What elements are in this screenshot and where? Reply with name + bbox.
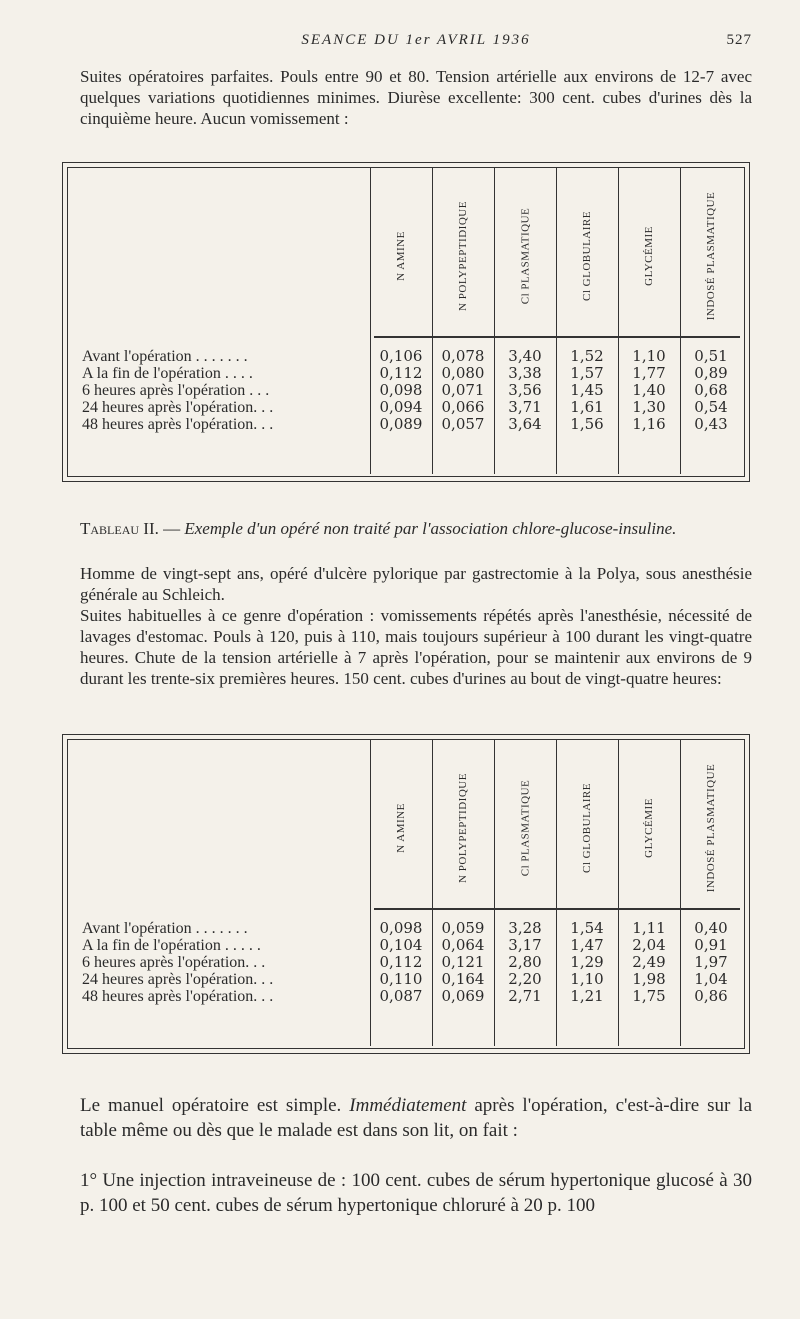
table-1 [62, 162, 750, 482]
col-header-n-amine: N AMINE [394, 231, 407, 281]
table-2-caption: Tableau II. — Exemple d'un opéré non traité par l'association chlore-glucose-insuline. [80, 519, 677, 538]
row-label: 24 heures après l'opération. . . [82, 399, 274, 416]
table-cell: 0,112 [379, 953, 423, 971]
paragraph-2: Homme de vingt-sept ans, opéré d'ulcère pylorique par gastrectomie à la Polya, sous anesthésie générale au Schleich. [80, 564, 752, 604]
col-header-n-polypeptidique: N POLYPEPTIDIQUE [457, 773, 469, 883]
table-cell: 1,16 [632, 415, 666, 433]
row-label: 24 heures après l'opération. . . [82, 971, 274, 988]
table-cell: 0,40 [694, 919, 728, 937]
col-header-cl-plasmatique: Cl PLASMATIQUE [519, 207, 532, 305]
table-cell: 1,47 [570, 936, 604, 954]
table-cell: 0,43 [694, 415, 728, 433]
table-cell: 0,164 [441, 970, 485, 988]
table-cell: 0,112 [379, 364, 423, 382]
table-cell: 3,17 [508, 936, 542, 954]
table-cell: 2,49 [632, 953, 666, 971]
running-header [80, 32, 752, 54]
table-cell: 1,04 [694, 970, 728, 988]
paragraph-3: Suites habituelles à ce genre d'opération : vomissements répétés après l'anesthésie, nécessité de lavages d'estomac. Pouls à 120, puis à 110, mais toujours supérieur à 100 durant les vingt-quatre heures. Chute de la tension artérielle à 7 après l'opération, pour se maintenir aux environs de 9 durant les trente-six premières heures. 150 cent. cubes d'urines au bout de vingt-quatre heures: [80, 606, 752, 688]
table-cell: 3,28 [508, 919, 542, 937]
table-cell: 0,54 [694, 398, 728, 416]
table-cell: 0,094 [379, 398, 423, 416]
table-cell: 1,40 [632, 381, 666, 399]
row-label: 48 heures après l'opération. . . [82, 988, 274, 1005]
col-header-cl-globulaire: Cl GLOBULAIRE [581, 211, 594, 301]
table-cell: 1,45 [570, 381, 604, 399]
table-cell: 1,21 [570, 987, 604, 1005]
table-cell: 2,20 [508, 970, 542, 988]
table-cell: 1,54 [570, 919, 604, 937]
col-header-glycemie: GLYCÉMIE [642, 226, 655, 286]
row-label: Avant l'opération . . . . . . . [82, 348, 248, 365]
table-cell: 3,64 [508, 415, 542, 433]
table-cell: 3,56 [508, 381, 542, 399]
col-header-n-amine: N AMINE [394, 803, 407, 853]
table-cell: 0,104 [379, 936, 423, 954]
table-cell: 0,86 [694, 987, 728, 1005]
table-cell: 1,30 [632, 398, 666, 416]
table-cell: 0,089 [379, 415, 423, 433]
table-cell: 0,110 [379, 970, 423, 988]
row-label: 48 heures après l'opération. . . [82, 416, 274, 433]
table-cell: 3,38 [508, 364, 542, 382]
table-cell: 2,04 [632, 936, 666, 954]
table-cell: 2,80 [508, 953, 542, 971]
table-cell: 0,098 [379, 381, 423, 399]
row-label: Avant l'opération . . . . . . . [82, 920, 248, 937]
table-cell: 0,087 [379, 987, 423, 1005]
table-cell: 1,57 [570, 364, 604, 382]
table-cell: 1,10 [632, 347, 666, 365]
table-cell: 0,51 [694, 347, 728, 365]
table-cell: 3,40 [508, 347, 542, 365]
table-cell: 1,11 [632, 919, 666, 937]
table-cell: 1,61 [570, 398, 604, 416]
table-cell: 2,71 [508, 987, 542, 1005]
row-label: 6 heures après l'opération. . . [82, 954, 266, 971]
table-cell: 0,071 [441, 381, 485, 399]
col-header-indose: INDOSÉ PLASMATIQUE [705, 191, 718, 321]
table-cell: 1,52 [570, 347, 604, 365]
col-header-cl-plasmatique: Cl PLASMATIQUE [519, 779, 532, 877]
table-cell: 1,98 [632, 970, 666, 988]
table-cell: 0,080 [441, 364, 485, 382]
table-cell: 1,10 [570, 970, 604, 988]
col-header-indose: INDOSÉ PLASMATIQUE [705, 763, 718, 893]
table-cell: 0,078 [441, 347, 485, 365]
table-cell: 1,77 [632, 364, 666, 382]
table-cell: 0,89 [694, 364, 728, 382]
table-cell: 0,057 [441, 415, 485, 433]
col-header-cl-globulaire: Cl GLOBULAIRE [581, 783, 594, 873]
table-2-frame [67, 739, 745, 1049]
table-cell: 1,97 [694, 953, 728, 971]
table-cell: 0,066 [441, 398, 485, 416]
row-label: A la fin de l'opération . . . . [82, 365, 253, 382]
col-header-n-polypeptidique: N POLYPEPTIDIQUE [457, 201, 469, 311]
table-cell: 0,106 [379, 347, 423, 365]
table-cell: 0,098 [379, 919, 423, 937]
table-cell: 1,29 [570, 953, 604, 971]
table-cell: 0,121 [441, 953, 485, 971]
paragraph-5: 1° Une injection intraveineuse de : 100 cent. cubes de sérum hypertonique glucosé à 30 p. 100 et 50 cent. cubes de sérum hypertonique chloruré à 20 p. 100 [80, 1170, 752, 1216]
header-title: SEANCE DU 1er AVRIL 1936 [301, 32, 531, 48]
page-number: 527 [726, 32, 752, 48]
table-cell: 0,91 [694, 936, 728, 954]
paragraph-4: Le manuel opératoire est simple. Immédiatement après l'opération, c'est-à-dire sur la table même ou dès que le malade est dans son lit, on fait : [80, 1095, 753, 1141]
table-cell: 0,68 [694, 381, 728, 399]
table-cell: 3,71 [508, 398, 542, 416]
row-label: A la fin de l'opération . . . . . [82, 937, 261, 954]
table-cell: 1,56 [570, 415, 604, 433]
row-label: 6 heures après l'opération . . . [82, 382, 270, 399]
table-1-frame [67, 167, 745, 477]
paragraph-1: Suites opératoires parfaites. Pouls entre 90 et 80. Tension artérielle aux environs de 12-7 avec quelques variations quotidiennes minimes. Diurèse excellente: 300 cent. cubes d'urines dès la cinquième heure. Aucun vomissement : [80, 67, 752, 128]
table-2 [62, 734, 750, 1054]
col-header-glycemie: GLYCÉMIE [642, 798, 655, 858]
table-cell: 1,75 [632, 987, 666, 1005]
table-cell: 0,069 [441, 987, 485, 1005]
table-cell: 0,064 [441, 936, 485, 954]
table-cell: 0,059 [441, 919, 485, 937]
